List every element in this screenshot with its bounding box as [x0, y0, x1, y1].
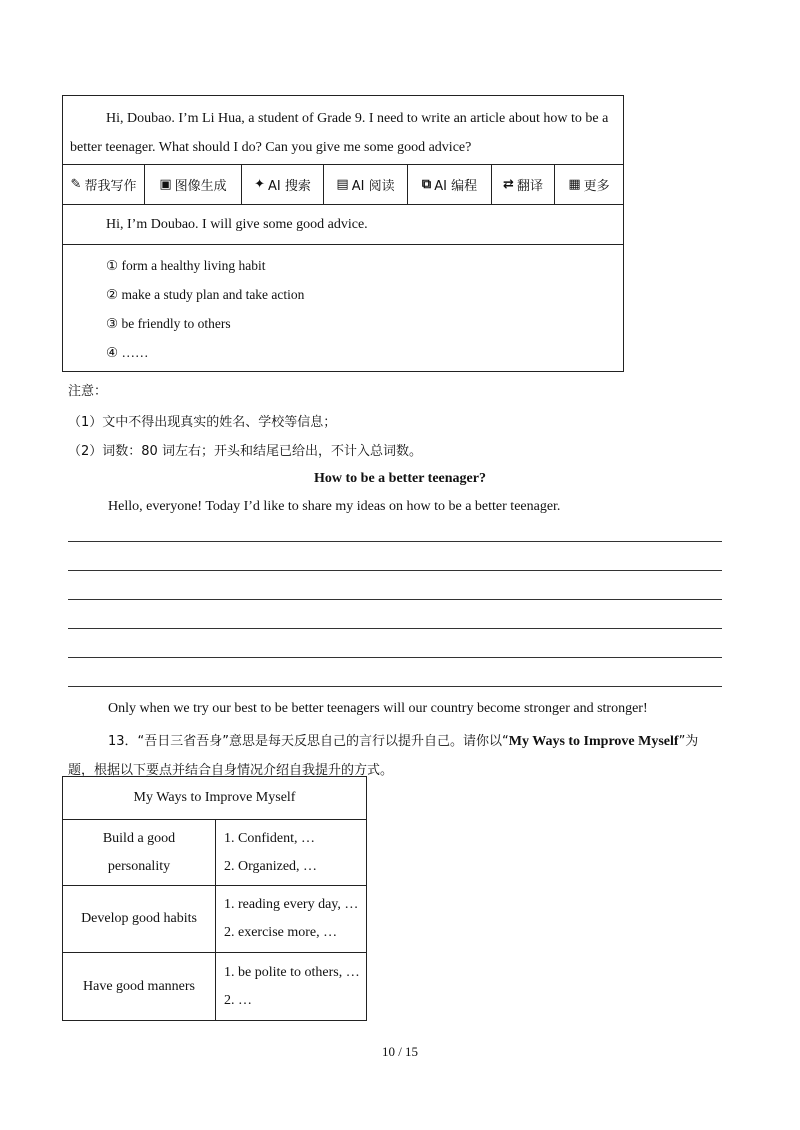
writing-line: [68, 657, 722, 658]
note-item: （2）词数：80 词左右；开头和结尾已给出，不计入总词数。: [68, 444, 422, 459]
tool-translate[interactable]: ⇄ 翻译: [492, 165, 555, 204]
user-question: [63, 96, 623, 165]
translate-icon: ⇄: [503, 177, 514, 192]
image-icon: ▣: [159, 177, 172, 192]
tool-more[interactable]: ▦ 更多: [568, 177, 610, 194]
list-item: ① form a healthy living habit: [106, 258, 266, 273]
tool-image-generation[interactable]: ▣ 图像生成: [145, 165, 242, 204]
writing-line: [68, 570, 722, 571]
tool-ai-coding[interactable]: ⧉ AI 编程: [408, 165, 492, 204]
writing-line: [68, 541, 722, 542]
table-row: [63, 820, 367, 886]
question-line-1: Hi, Doubao. I’m Li Hua, a student of Grade 9. I need to write an article about how to be a: [106, 111, 609, 126]
essay-opening: Hello, everyone! Today I’d like to share my ideas on how to be a better teenager.: [108, 499, 561, 514]
table-row: [63, 953, 367, 1021]
essay-title: How to be a better teenager?: [314, 471, 486, 486]
essay-closing: Only when we try our best to be better teenagers will our country become stronger and stronger!: [108, 701, 648, 716]
write-icon: ✎: [70, 177, 82, 192]
table-cell-category: Have good manners: [63, 953, 216, 1021]
question-line-2: better teenager. What should I do? Can you give me some good advice?: [70, 140, 472, 155]
ways-table: [62, 776, 367, 1021]
table-header: My Ways to Improve Myself: [63, 777, 367, 820]
list-item: ② make a study plan and take action: [106, 287, 305, 302]
list-item: ③ be friendly to others: [106, 316, 231, 331]
tool-ai-reading[interactable]: ▤ AI 阅读: [324, 165, 408, 204]
ai-coding-icon: ⧉: [421, 177, 432, 192]
ai-search-icon: ✦: [254, 177, 266, 192]
notes-heading: 注意：: [68, 384, 108, 399]
table-cell-category: Develop good habits: [63, 886, 216, 953]
tool-bar: [63, 165, 623, 205]
tool-write[interactable]: ✎ 帮我写作: [63, 165, 145, 204]
table-row: [63, 886, 367, 953]
chat-prompt-box: [62, 95, 624, 372]
list-item: ④ ……: [106, 345, 149, 360]
essay-topic: My Ways to Improve Myself: [508, 734, 679, 749]
page-number: 10 / 15: [381, 1044, 419, 1059]
assistant-reply: [63, 205, 623, 245]
question-13-line-1: 13．“吾日三省吾身”意思是每天反思自己的言行以提升自己。请你以“My Ways to Improve Myself”为: [108, 734, 699, 749]
more-icon: ▦: [568, 177, 581, 192]
table-cell-items: 1. Confident, … 2. Organized, …: [216, 820, 367, 886]
advice-list: [63, 245, 623, 371]
table-cell-category: Build a good personality: [63, 820, 216, 886]
writing-line: [68, 628, 722, 629]
table-cell-items: 1. reading every day, … 2. exercise more, …: [216, 886, 367, 953]
writing-line: [68, 686, 722, 687]
tool-ai-search[interactable]: ✦ AI 搜索: [242, 165, 324, 204]
table-cell-items: 1. be polite to others, … 2. …: [216, 953, 367, 1021]
question-13-line-2: 题，根据以下要点并结合自身情况介绍自我提升的方式。: [68, 763, 394, 778]
ai-reading-icon: ▤: [336, 177, 349, 192]
reply-text: Hi, I’m Doubao. I will give some good advice.: [106, 217, 368, 232]
note-item: （1）文中不得出现真实的姓名、学校等信息；: [68, 415, 337, 430]
writing-line: [68, 599, 722, 600]
